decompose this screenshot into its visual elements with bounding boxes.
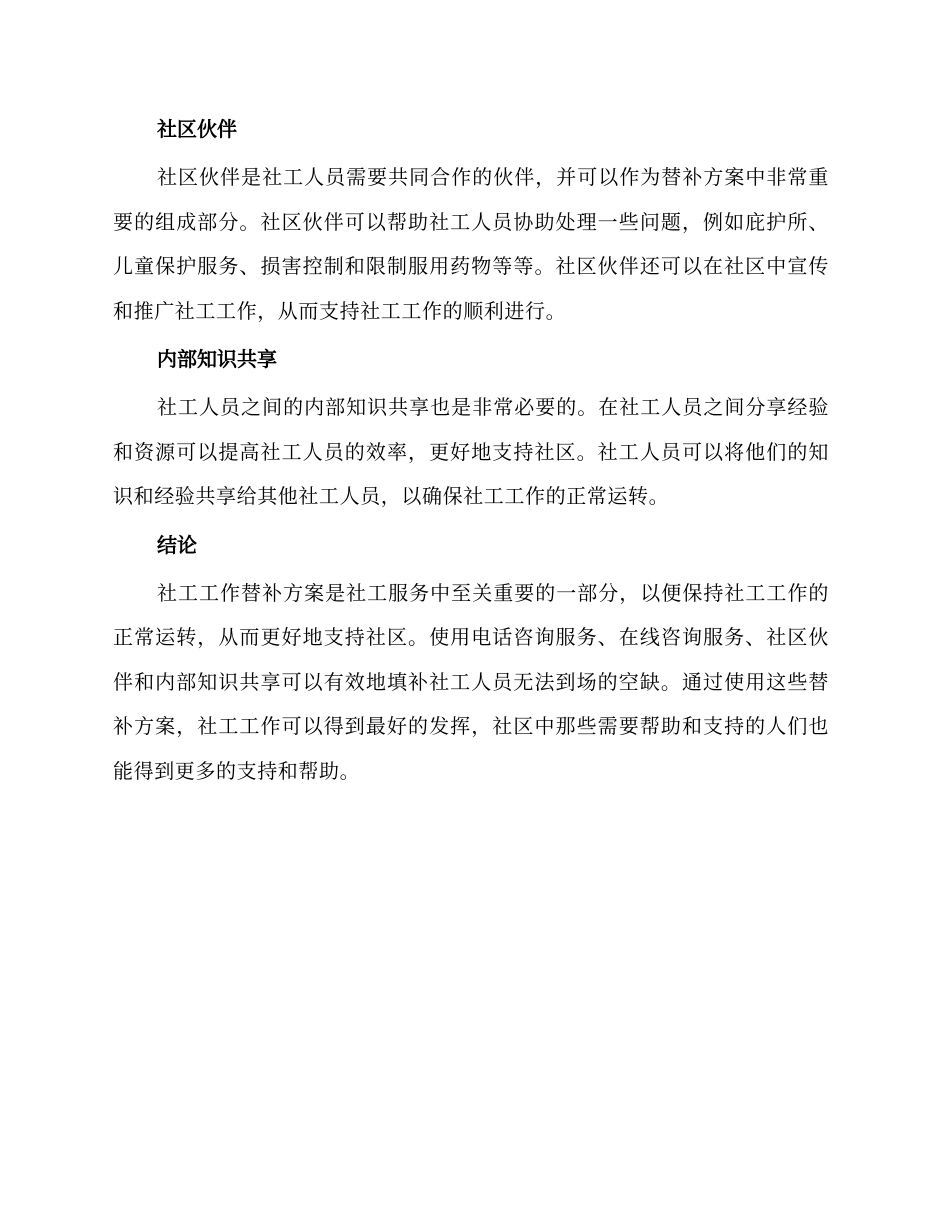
section-heading: 结论 xyxy=(157,532,197,557)
section-paragraph: 社工工作替补方案是社工服务中至关重要的一部分，以便保持社工工作的正常运转，从而更好地支持社区。使用电话咨询服务、在线咨询服务、社区伙伴和内部知识共享可以有效地填补社工人员无法到场的空缺。通过使用这些替补方案，社工工作可以得到最好的发挥，社区中那些需要帮助和支持的人们也能得到更多的支持和帮助。 xyxy=(113,580,829,783)
section-heading: 社区伙伴 xyxy=(157,117,237,141)
document-page xyxy=(113,110,829,800)
section-paragraph: 社工人员之间的内部知识共享也是非常必要的。在社工人员之间分享经验和资源可以提高社工人员的效率，更好地支持社区。社工人员可以将他们的知识和经验共享给其他社工人员，以确保社工工作的正常运转。 xyxy=(113,395,829,508)
section-paragraph: 社区伙伴是社工人员需要共同合作的伙伴，并可以作为替补方案中非常重要的组成部分。社区伙伴可以帮助社工人员协助处理一些问题，例如庇护所、儿童保护服务、损害控制和限制服用药物等等。社区伙伴还可以在社区中宣传和推广社工工作，从而支持社工工作的顺利进行。 xyxy=(113,165,829,323)
section-conclusion xyxy=(113,526,829,794)
section-knowledge-sharing xyxy=(113,340,829,519)
section-community-partners xyxy=(113,110,829,333)
section-heading: 内部知识共享 xyxy=(157,347,277,371)
